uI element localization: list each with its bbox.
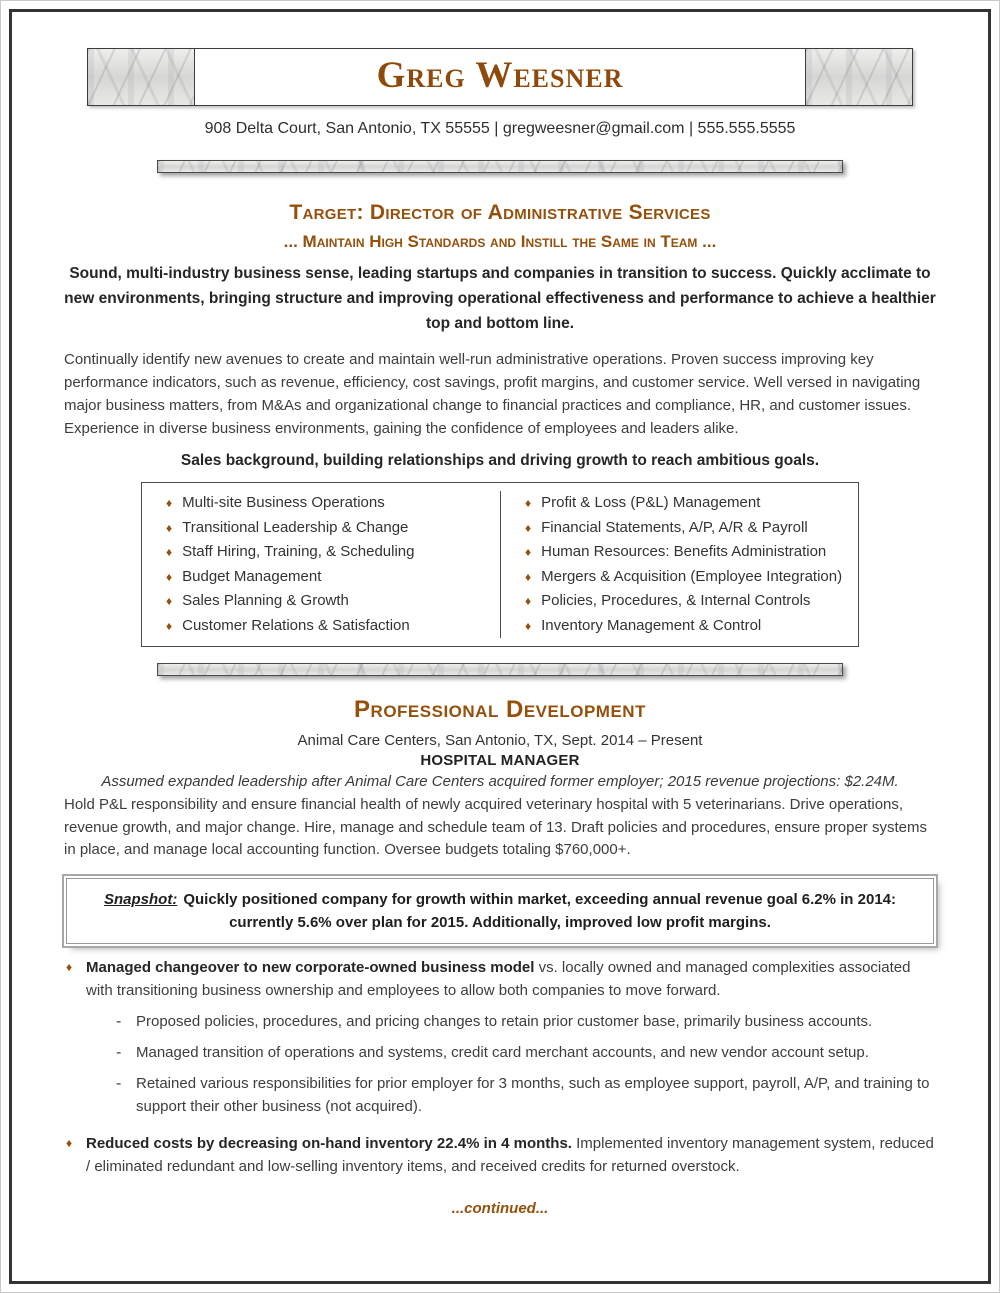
skill-label: Profit & Loss (P&L) Management xyxy=(541,494,761,511)
dash-bullet-icon: - xyxy=(116,1043,122,1061)
sub-bullet-text: Managed transition of operations and systems, credit card merchant accounts, and new vendor account setup. xyxy=(136,1043,869,1061)
achievement-lead: Managed changeover to new corporate-owned business model xyxy=(86,958,535,976)
skill-item xyxy=(166,565,500,590)
diamond-bullet-icon: ♦ xyxy=(166,520,173,535)
diamond-bullet-icon: ♦ xyxy=(166,496,173,510)
sub-bullet-text: Proposed policies, procedures, and pricing changes to retain prior customer base, primarily business accounts. xyxy=(136,1012,873,1030)
skills-box xyxy=(141,482,859,647)
company-line: Animal Care Centers, San Antonio, TX, Sept. 2014 – Present xyxy=(297,732,703,749)
skill-label: Transitional Leadership & Change xyxy=(182,518,409,536)
skill-label: Multi-site Business Operations xyxy=(182,494,385,511)
diamond-bullet-icon: ♦ xyxy=(66,959,73,974)
achievement-text xyxy=(86,1132,936,1178)
dash-bullet-icon: - xyxy=(116,1012,122,1030)
diamond-bullet-icon: ♦ xyxy=(166,545,173,559)
diamond-bullet-icon: ♦ xyxy=(525,496,532,510)
achievement-text xyxy=(86,956,936,1002)
skill-item xyxy=(525,540,858,565)
diamond-bullet-icon: ♦ xyxy=(525,594,532,608)
achievement-rest: vs. locally owned and managed complexities associated with transitioning business ownership and employees to allow both companies to move forward. xyxy=(86,958,911,999)
skill-label: Staff Hiring, Training, & Scheduling xyxy=(182,543,415,560)
skill-label: Sales Planning & Growth xyxy=(182,592,349,609)
marble-divider-bar-top xyxy=(157,160,843,173)
skill-item xyxy=(166,540,500,565)
snapshot-label: Snapshot: xyxy=(103,890,178,908)
dash-bullet-icon: - xyxy=(116,1074,122,1092)
achievement-bullet xyxy=(64,956,936,1002)
sub-bullet xyxy=(116,1072,936,1118)
name-box xyxy=(194,49,806,105)
skill-label: Inventory Management & Control xyxy=(541,616,762,634)
contact-line: 908 Delta Court, San Antonio, TX 55555 | gregweesner@gmail.com | 555.555.5555 xyxy=(204,120,796,137)
diamond-bullet-icon: ♦ xyxy=(166,618,173,633)
marble-left-block xyxy=(88,49,194,105)
diamond-bullet-icon: ♦ xyxy=(166,594,173,608)
skill-label: Human Resources: Benefits Administration xyxy=(541,543,827,560)
achievement-bullet xyxy=(64,1132,936,1178)
sales-background-line: Sales background, building relationships and driving growth to reach ambitious goals. xyxy=(180,452,820,469)
skill-item xyxy=(166,589,500,614)
continued-footer: ...continued... xyxy=(451,1199,549,1217)
skill-item xyxy=(525,516,858,541)
snapshot-text: Quickly positioned company for growth within market, exceeding annual revenue goal 6.2% in 2014: currently 5.6% over plan for 2015. Additionally, improved low profit margins. xyxy=(183,890,897,931)
skill-item xyxy=(525,565,858,590)
skills-column-right xyxy=(500,491,858,638)
target-title: Target: Director of Administrative Services xyxy=(289,201,711,224)
achievement-lead: Reduced costs by decreasing on-hand inventory 22.4% in 4 months. xyxy=(86,1134,572,1152)
sub-bullet xyxy=(116,1010,936,1033)
marble-right-block xyxy=(806,49,912,105)
snapshot-box xyxy=(66,878,934,944)
skill-item xyxy=(525,614,858,639)
skills-column-left xyxy=(142,491,500,638)
target-tagline: ... Maintain High Standards and Instill the Same in Team ... xyxy=(283,232,717,251)
diamond-bullet-icon: ♦ xyxy=(525,569,532,584)
sub-bullet xyxy=(116,1041,936,1064)
skill-item xyxy=(166,491,500,516)
skill-label: Mergers & Acquisition (Employee Integration) xyxy=(541,567,843,585)
role-description-paragraph: Hold P&L responsibility and ensure financial health of newly acquired veterinary hospital with 5 veterinarians. Drive operations, revenue growth, and major change. Hire, manage and schedule team of 13. Draft policies and procedures, ensure proper systems in place, and manage local accounting function. Oversee budgets totaling $760,000+. xyxy=(64,796,927,858)
marble-divider-bar-bottom xyxy=(157,663,843,676)
skill-item xyxy=(525,491,858,516)
skill-item xyxy=(166,614,500,639)
diamond-bullet-icon: ♦ xyxy=(525,520,532,535)
diamond-bullet-icon: ♦ xyxy=(525,545,532,559)
acquisition-context-line: Assumed expanded leadership after Animal Care Centers acquired former employer; 2015 revenue projections: $2.24M. xyxy=(101,773,899,790)
summary-body-paragraph: Continually identify new avenues to create and maintain well-run administrative operations. Proven success improving key performance indicators, such as revenue, efficiency, cost savings, profit margins, and customer service. Well versed in navigating major business matters, from M&As and organizational change to financial practices and compliance, HR, and customer issues. Experience in diverse business environments, gaining the confidence of employees and leaders alike. xyxy=(64,351,921,437)
skill-label: Customer Relations & Satisfaction xyxy=(182,616,410,634)
skill-label: Financial Statements, A/P, A/R & Payroll xyxy=(541,518,808,536)
diamond-bullet-icon: ♦ xyxy=(66,1135,73,1150)
candidate-name: Greg Weesner xyxy=(376,55,624,96)
skill-label: Budget Management xyxy=(182,567,322,585)
diamond-bullet-icon: ♦ xyxy=(525,618,532,633)
achievement-rest: Implemented inventory management system, reduced / eliminated redundant and low-selling inventory items, and received credits for returned overstock. xyxy=(86,1134,934,1175)
sub-bullet-text: Retained various responsibilities for prior employer for 3 months, such as employee support, payroll, A/P, and training to support their other business (not acquired). xyxy=(136,1074,930,1115)
professional-development-title: Professional Development xyxy=(354,696,646,723)
skill-item xyxy=(166,516,500,541)
header-band xyxy=(87,48,913,106)
skill-item xyxy=(525,589,858,614)
page-border-frame xyxy=(9,9,991,1284)
diamond-bullet-icon: ♦ xyxy=(166,569,173,584)
job-title: HOSPITAL MANAGER xyxy=(420,752,580,769)
summary-bold-paragraph: Sound, multi-industry business sense, leading startups and companies in transition to success. Quickly acclimate to new environments, bringing structure and improving operational effectiveness and performance to achieve a healthier top and bottom line. xyxy=(64,265,936,332)
skill-label: Policies, Procedures, & Internal Controls xyxy=(541,592,811,609)
